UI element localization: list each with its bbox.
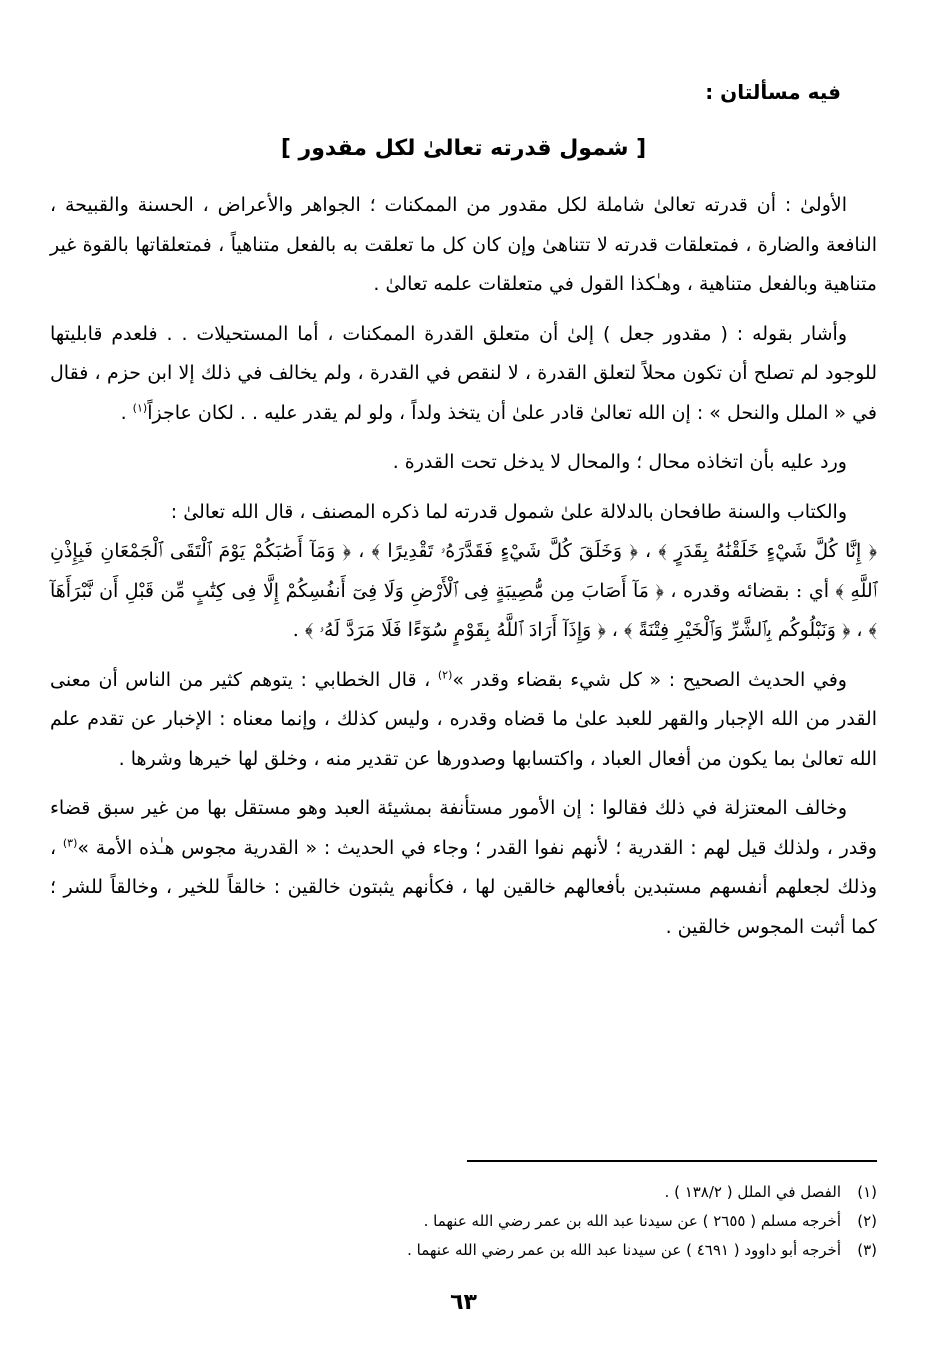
paragraph-text: ، قال الخطابي : يتوهم كثير من الناس أن معنى القدر من الله الإجبار والقهر للعبد علىٰ ما قضاه وقدره ، وليس كذلك ، وإنما معناه : الإخبار عن تقدم علم الله تعالىٰ بما يكون من أفعال العباد ، واكتسابها وصدورها عن تقدير منه ، وخلق لها خيرها وشرها . [50, 668, 877, 770]
footnote-ref: (٢) [437, 668, 453, 682]
footnote-number: (٣) [857, 1241, 877, 1259]
footnote-item [50, 1178, 877, 1207]
paragraph [50, 789, 877, 947]
footnote-ref: (٣) [62, 836, 78, 850]
footnotes [50, 1178, 877, 1265]
quran-text: ﴿ إِنَّا كُلَّ شَيْءٍ خَلَقْنَٰهُ بِقَدَرٍ ﴾ ، ﴿ وَخَلَقَ كُلَّ شَيْءٍ فَقَدَّرَهُۥ تَقْدِيرًا ﴾ ، ﴿ وَمَآ أَصَٰبَكُمْ يَوْمَ ٱلْتَقَى ٱلْجَمْعَانِ فَبِإِذْنِ ٱللَّهِ ﴾ أي : بقضائه وقدره ، ﴿ مَآ أَصَابَ مِن مُّصِيبَةٍ فِى ٱلْأَرْضِ وَلَا فِىٓ أَنفُسِكُمْ إِلَّا فِى كِتَٰبٍ مِّن قَبْلِ أَن نَّبْرَأَهَآ ﴾ ، ﴿ وَنَبْلُوكُم بِٱلشَّرِّ وَٱلْخَيْرِ فِتْنَةً ﴾ ، ﴿ وَإِذَآ أَرَادَ ٱللَّهُ بِقَوْمٍ سُوٓءًا فَلَا مَرَدَّ لَهُۥ ﴾ . [50, 540, 877, 641]
quran-verses [50, 532, 877, 651]
paragraph-text: وأشار بقوله : ( مقدور جعل ) إلىٰ أن متعلق القدرة الممكنات ، أما المستحيلات . . فلعدم قابليتها للوجود لم تصلح أن تكون محلاً لتعلق القدرة ، لا لنقص في القدرة ، ولم يخالف في ذلك إلا ابن حزم ، فقال في « الملل والنحل » : إن الله تعالىٰ قادر علىٰ أن يتخذ ولداً ، ولو لم يقدر عليه . . لكان عاجزاً [50, 322, 877, 424]
paragraph [50, 661, 877, 780]
paragraph-text: وخالف المعتزلة في ذلك فقالوا : إن الأمور مستأنفة بمشيئة العبد وهو مستقل بها من غير سبق قضاء وقدر ، ولذلك قيل لهم : القدرية ؛ لأنهم نفوا القدر ؛ وجاء في الحديث : « القدرية مجوس هـٰذه الأمة » [50, 797, 877, 859]
paragraph-text: الأولىٰ : أن قدرته تعالىٰ شاملة لكل مقدور من الممكنات ؛ الجواهر والأعراض ، الحسنة والقبيحة ، النافعة والضارة ، فمتعلقات قدرته لا تتناهىٰ وإن كان كل ما تعلقت به بالفعل متناهياً ، فمتعلقاتها بالقوة غير متناهية وبالفعل متناهية ، وهـٰكذا القول في متعلقات علمه تعالىٰ . [50, 194, 877, 295]
paragraph-text: وفي الحديث الصحيح : « كل شيء بقضاء وقدر » [452, 668, 847, 691]
paragraph [50, 315, 877, 434]
footnote-divider [467, 1160, 877, 1162]
footnote-item [50, 1207, 877, 1236]
paragraph-text: والكتاب والسنة طافحان بالدلالة علىٰ شمول قدرته لما ذكره المصنف ، قال الله تعالىٰ : [170, 500, 847, 523]
paragraph-text: ورد عليه بأن اتخاذه محال ؛ والمحال لا يدخل تحت القدرة . [392, 451, 847, 473]
paragraph-text: . [120, 401, 133, 424]
footnote-number: (٢) [857, 1212, 877, 1230]
page-number: ٦٣ [450, 1290, 477, 1315]
footnote-text: أخرجه أبو داوود ( ٤٦٩١ ) عن سيدنا عبد الله بن عمر رضي الله عنهما . [407, 1241, 841, 1259]
footnote-number: (١) [857, 1183, 877, 1201]
paragraph [50, 186, 877, 305]
footnote-text: الفصل في الملل ( ١٣٨/٢ ) . [664, 1183, 841, 1201]
paragraph-text: ، وذلك لجعلهم أنفسهم مستبدين بأفعالهم خالقين لها ، فكأنهم يثبتون خالقين : خالقاً للخير ، وخالقاً للشر ؛ كما أثبت المجوس خالقين . [50, 836, 877, 938]
section-title: [ شمول قدرته تعالىٰ لكل مقدور ] [280, 136, 647, 161]
paragraph [50, 493, 877, 533]
paragraph [50, 443, 877, 483]
footnote-ref: (١) [132, 401, 148, 415]
footnote-item [50, 1236, 877, 1265]
body-text [50, 186, 877, 957]
intro-line: فيه مسألتان : [705, 80, 841, 104]
footnote-text: أخرجه مسلم ( ٢٦٥٥ ) عن سيدنا عبد الله بن عمر رضي الله عنهما . [423, 1212, 841, 1230]
